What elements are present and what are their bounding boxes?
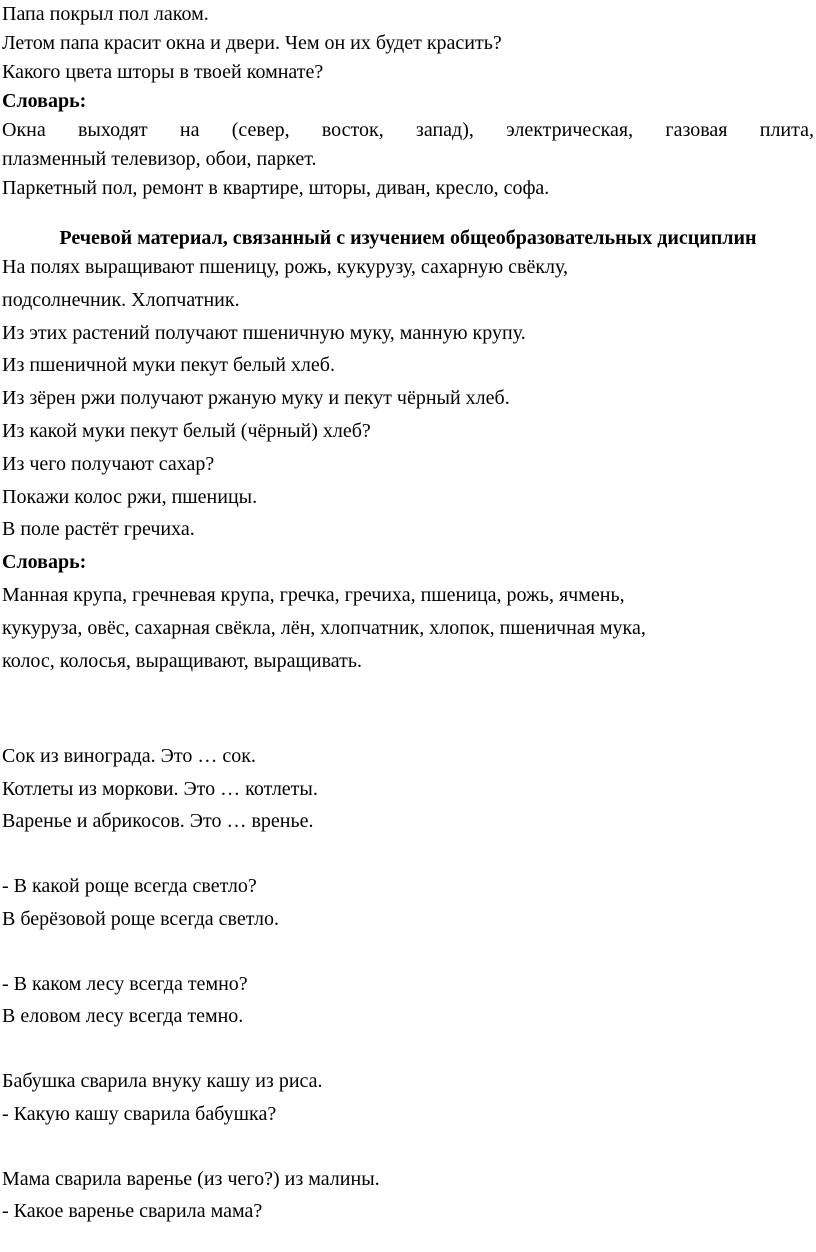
section-heading: Речевой материал, связанный с изучением общеобразовательных дисциплин xyxy=(59,227,757,249)
dictionary-label: Словарь: xyxy=(2,551,87,574)
exercise-line: Бабушка сварила внуку кашу из риса. xyxy=(2,1070,323,1093)
text-line: Из какой муки пекут белый (чёрный) хлеб? xyxy=(2,419,371,442)
exercise-line: - Какую кашу сварила бабушка? xyxy=(2,1102,277,1125)
exercise-line: Котлеты из моркови. Это … котлеты. xyxy=(2,777,318,800)
dictionary-line: кукуруза, овёс, сахарная свёкла, лён, хлопчатник, хлопок, пшеничная мука, xyxy=(2,616,646,639)
document-page xyxy=(2,0,814,1228)
exercise-line: - В какой роще всегда светло? xyxy=(2,875,257,898)
dictionary-label: Словарь: xyxy=(2,90,87,112)
text-line: В поле растёт гречиха. xyxy=(2,518,195,541)
dictionary-line: Окна выходят на (север, восток, запад), электрическая, газовая плита, xyxy=(2,119,814,141)
text-line: подсолнечник. Хлопчатник. xyxy=(2,288,240,311)
exercise-line: В еловом лесу всегда темно. xyxy=(2,1005,244,1028)
dictionary-line: Паркетный пол, ремонт в квартире, шторы, диван, кресло, софа. xyxy=(2,177,550,199)
exercise-line: Варенье и абрикосов. Это … вренье. xyxy=(2,810,314,833)
text-line: Какого цвета шторы в твоей комнате? xyxy=(2,61,324,83)
dictionary-line: плазменный телевизор, обои, паркет. xyxy=(2,148,317,170)
dictionary-line: колос, колосья, выращивают, выращивать. xyxy=(2,649,362,672)
text-line: Папа покрыл пол лаком. xyxy=(2,3,209,25)
section-home xyxy=(2,0,814,203)
text-line: Из зёрен ржи получают ржаную муку и пекут чёрный хлеб. xyxy=(2,387,510,410)
text-line: Из этих растений получают пшеничную муку, манную крупу. xyxy=(2,321,526,344)
exercise-line: - Какое варенье сварила мама? xyxy=(2,1200,263,1223)
exercise-line: Сок из винограда. Это … сок. xyxy=(2,745,256,768)
text-line: Летом папа красит окна и двери. Чем он их будет красить? xyxy=(2,32,502,54)
text-line: Покажи колос ржи, пшеницы. xyxy=(2,485,258,508)
exercise-line: - В каком лесу всегда темно? xyxy=(2,972,248,995)
exercises xyxy=(2,740,814,1228)
exercise-line: Мама сварила варенье (из чего?) из малины. xyxy=(2,1167,380,1190)
dictionary-line: Манная крупа, гречневая крупа, гречка, гречиха, пшеница, рожь, ячмень, xyxy=(2,583,625,606)
text-line: Из чего получают сахар? xyxy=(2,452,215,475)
exercise-line: В берёзовой роще всегда светло. xyxy=(2,907,279,930)
section-disciplines xyxy=(2,225,814,677)
text-line: Из пшеничной муки пекут белый хлеб. xyxy=(2,354,335,377)
text-line: На полях выращивают пшеницу, рожь, кукурузу, сахарную свёклу, xyxy=(2,256,569,278)
